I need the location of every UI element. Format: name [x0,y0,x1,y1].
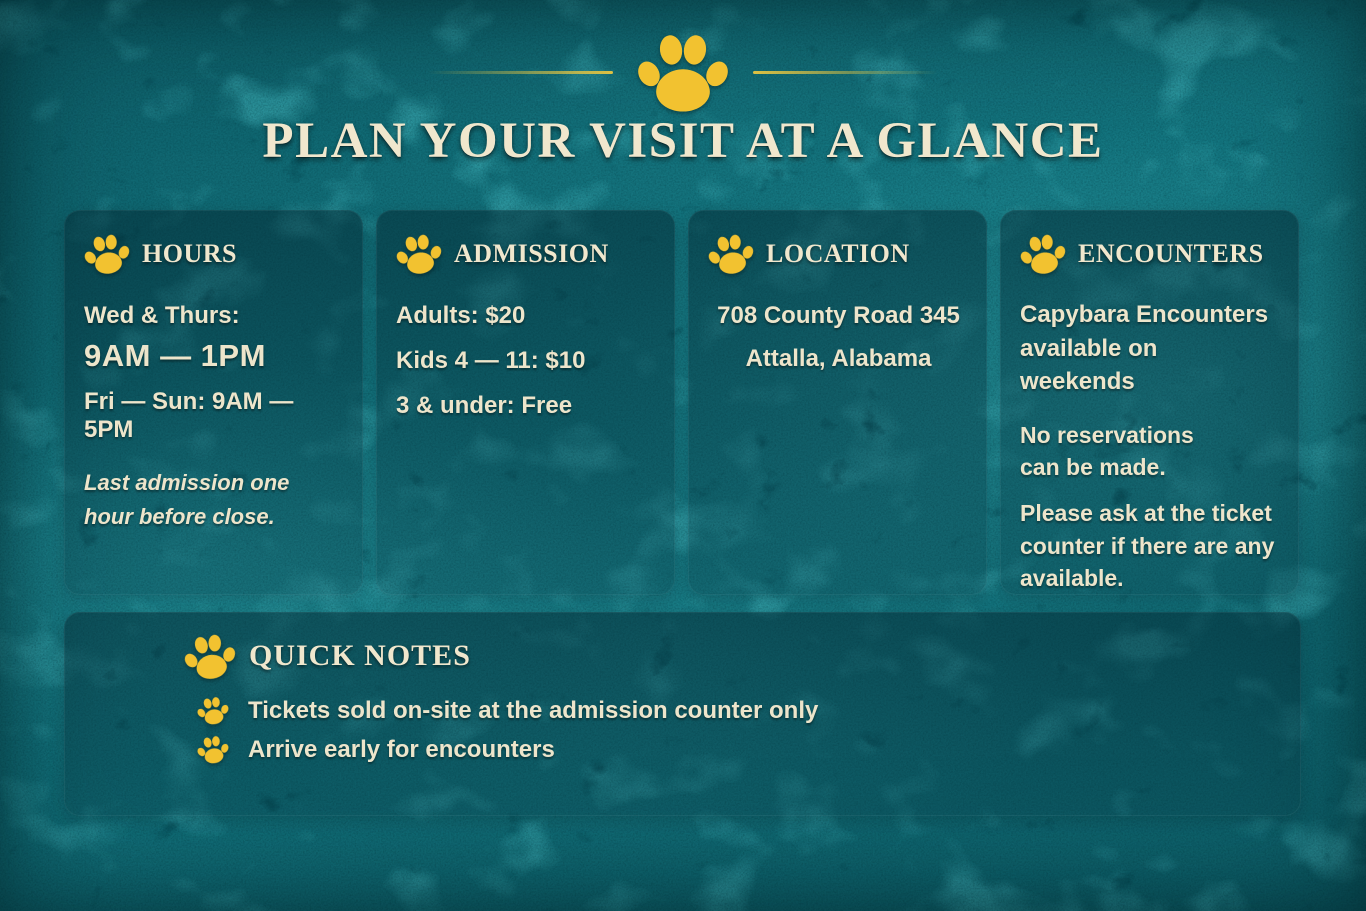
note-arrive-early: Arrive early for encounters [248,735,555,763]
hours-time-midweek: 9AM — 1PM [84,338,266,373]
paw-icon [195,694,231,728]
header-ornament [0,28,1366,116]
encounters-ask-counter: Please ask at the ticket counter if there are any available. [1020,500,1275,592]
card-location-header [708,232,969,276]
card-admission-title: ADMISSION [454,239,609,268]
card-admission-header [396,232,657,276]
quick-notes-title: QUICK NOTES [249,639,471,672]
admission-under3: 3 & under: Free [396,392,573,419]
divider-line-left [428,71,613,74]
card-admission [376,210,675,595]
list-item [197,735,1301,764]
quick-notes-list [197,696,1301,764]
info-cards [64,210,1299,592]
quick-notes-header [184,632,1301,680]
page-title: PLAN YOUR VISIT AT A GLANCE [262,113,1104,169]
encounters-no-reservations: No reservations can be made. [1020,421,1194,481]
hours-note: Last admission one hour before close. [84,470,290,530]
card-encounters-title: ENCOUNTERS [1078,239,1264,268]
divider-line-right [753,71,938,74]
card-encounters [1000,210,1299,595]
paw-icon [81,230,133,279]
quick-notes-panel [64,612,1301,816]
paw-icon [393,230,445,279]
location-address: 708 County Road 345 [717,302,960,329]
paw-icon [637,30,729,114]
paw-icon [181,629,240,684]
card-hours-header [84,232,345,276]
admission-kids: Kids 4 — 11: $10 [396,347,586,374]
paw-icon [705,230,757,279]
note-tickets: Tickets sold on-site at the admission counter only [248,696,819,724]
card-encounters-header [1020,232,1281,276]
paw-icon [1017,230,1069,279]
location-city: Attalla, Alabama [745,345,932,372]
hours-weekend: Fri — Sun: 9AM — 5PM [84,388,294,443]
paw-icon [195,733,231,767]
card-hours [64,210,363,595]
card-location [688,210,987,595]
card-hours-title: HOURS [142,239,237,268]
hours-days-midweek: Wed & Thurs: [84,302,240,329]
admission-adults: Adults: $20 [396,302,526,329]
card-location-title: LOCATION [766,239,910,268]
encounters-availability: Capybara Encounters available on weekends [1020,301,1269,396]
list-item [197,696,1301,725]
